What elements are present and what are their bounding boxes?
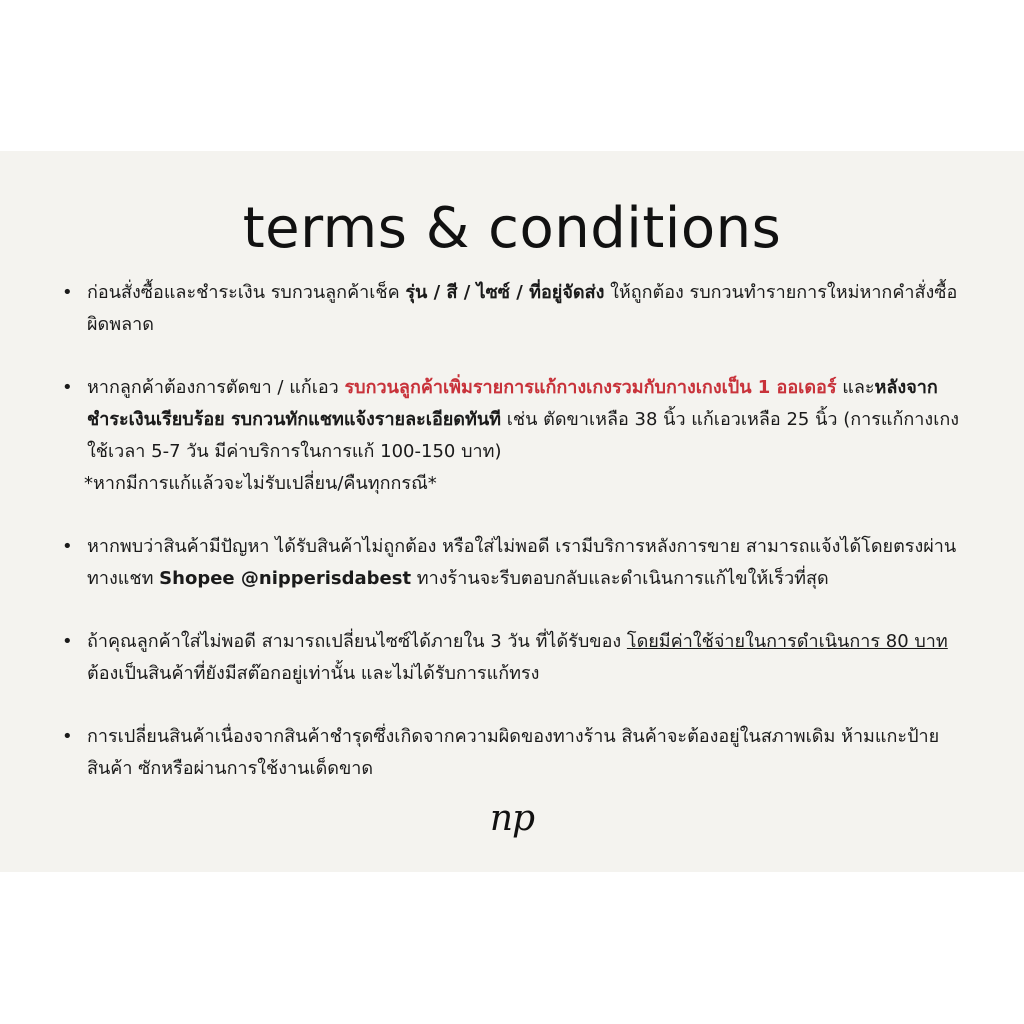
term-text: หากพบว่าสินค้ามีปัญหา ได้รับสินค้าไม่ถูกต้อง หรือใส่ไม่พอดี เรามีบริการหลังการขาย สามารถแจ้งได้โดยตรงผ่านทางแชท (87, 536, 957, 589)
bullet-icon: • (62, 377, 73, 398)
term-note: *หากมีการแก้แล้วจะไม่รับเปลี่ยน/คืนทุกกรณี* (84, 473, 437, 494)
term-item-order-check (60, 277, 975, 341)
term-text: หากลูกค้าต้องการตัดขา / แก้เอว (87, 377, 345, 398)
brand-logo: np (489, 798, 535, 839)
term-text: การเปลี่ยนสินค้าเนื่องจากสินค้าชำรุดซึ่งเกิดจากความผิดของทางร้าน สินค้าจะต้องอยู่ในสภาพเดิม ห้ามแกะป้ายสินค้า ซักหรือผ่านการใช้งานเด็ดขาด (87, 726, 940, 779)
terms-list (60, 277, 975, 816)
term-text: ก่อนสั่งซื้อและชำระเงิน รบกวนลูกค้าเช็ค (87, 282, 406, 303)
bullet-icon: • (62, 536, 73, 557)
term-text: ต้องเป็นสินค้าที่ยังมีสต๊อกอยู่เท่านั้น และไม่ได้รับการแก้ทรง (87, 663, 540, 684)
term-item-defect-exchange (60, 721, 975, 785)
term-highlight-text: รบกวนลูกค้าเพิ่มรายการแก้กางเกงรวมกับกางเกงเป็น 1 ออเดอร์ (344, 377, 837, 398)
shopee-handle: Shopee @nipperisdabest (159, 568, 412, 589)
term-bold-text: หลังจากชำระเงินเรียบร้อย รบกวนทักแชทแจ้งรายละเอียดทันที (87, 377, 938, 430)
term-bold-text: รุ่น / สี / ไซซ์ / ที่อยู่จัดส่ง (405, 282, 605, 303)
term-underlined-text: โดยมีค่าใช้จ่ายในการดำเนินการ 80 บาท (626, 631, 948, 652)
term-item-alteration (60, 372, 975, 500)
term-text: และ (836, 377, 875, 398)
term-item-size-exchange (60, 626, 975, 690)
bullet-icon: • (62, 631, 73, 652)
term-text: เช่น ตัดขาเหลือ 38 นิ้ว แก้เอวเหลือ 25 นิ้ว (การแก้กางเกงใช้เวลา 5-7 วัน มีค่าบริการในการแก้ 100-150 บาท) (87, 409, 960, 462)
bullet-icon: • (62, 282, 73, 303)
page-title: terms & conditions (242, 196, 782, 261)
term-text: ให้ถูกต้อง รบกวนทำรายการใหม่หากคำสั่งซื้อผิดพลาด (87, 282, 958, 335)
term-text: ถ้าคุณลูกค้าใส่ไม่พอดี สามารถเปลี่ยนไซซ์ได้ภายใน 3 วัน ที่ได้รับของ (87, 631, 627, 652)
term-text: ทางร้านจะรีบตอบกลับและดำเนินการแก้ไขให้เร็วที่สุด (411, 568, 829, 589)
term-item-after-sales (60, 531, 975, 595)
bullet-icon: • (62, 726, 73, 747)
terms-card (0, 151, 1024, 872)
